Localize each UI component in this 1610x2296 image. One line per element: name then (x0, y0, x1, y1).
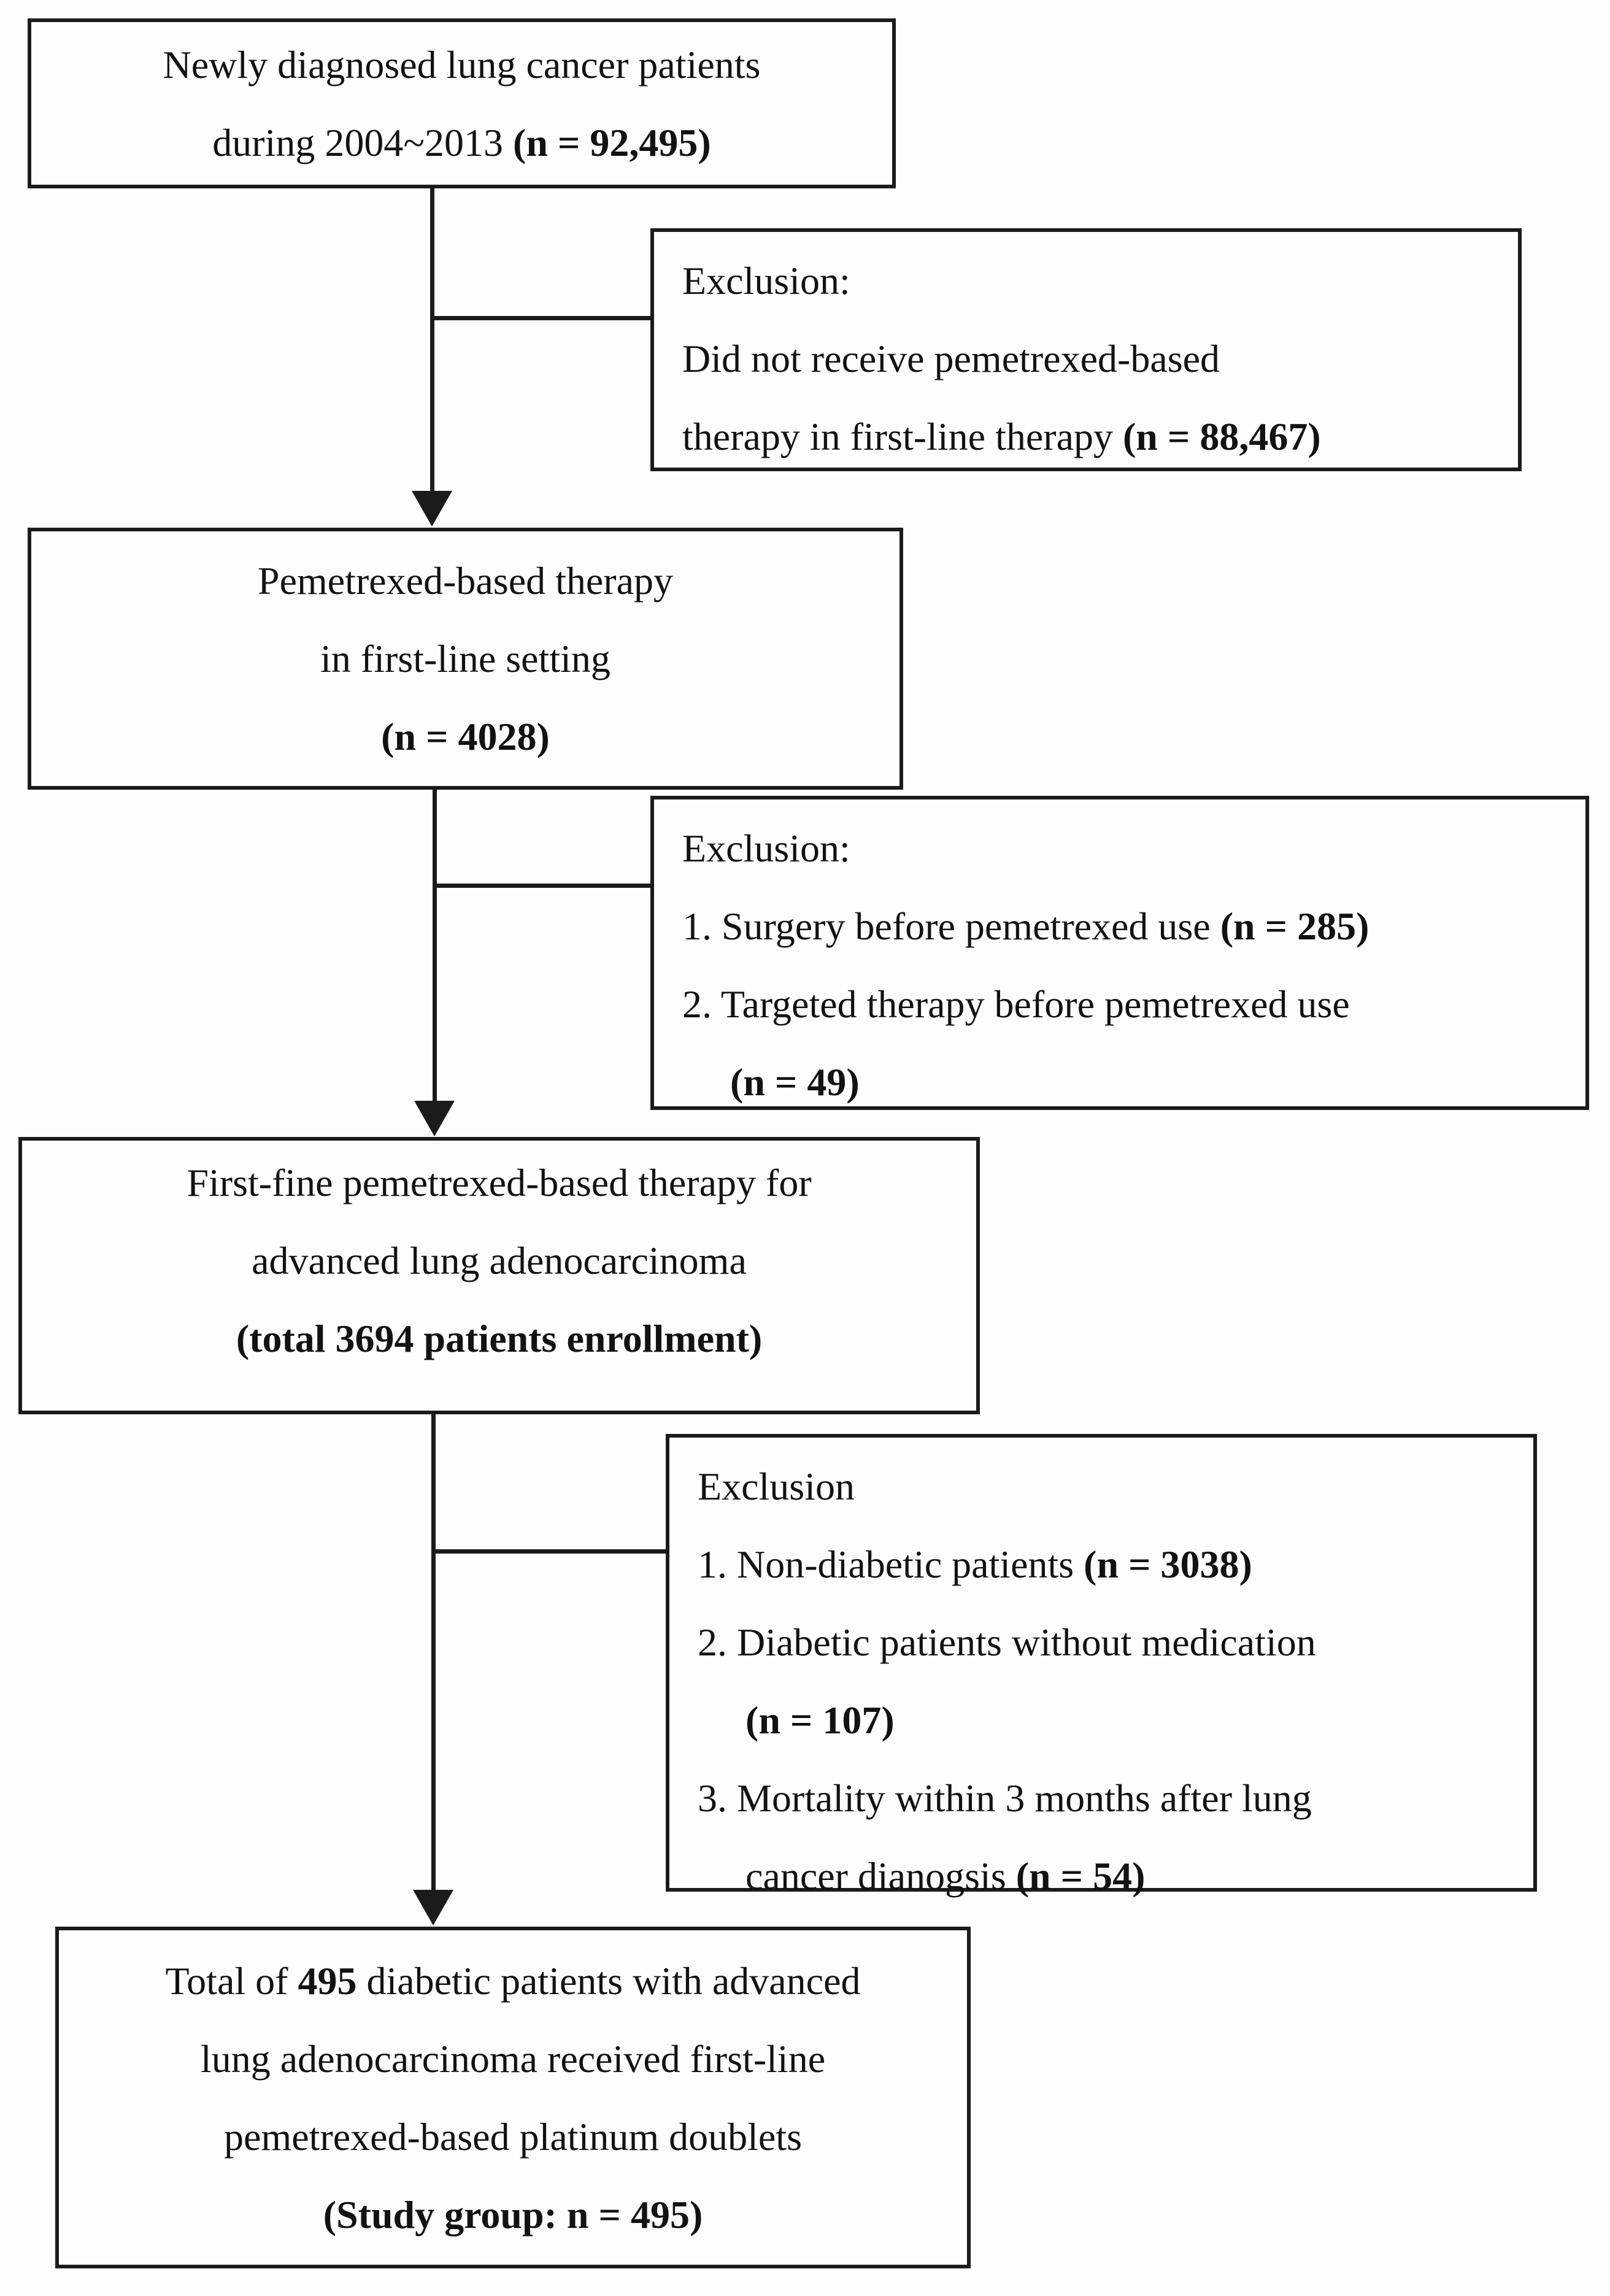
text-line (22, 1144, 976, 1222)
box4-line1: Total of (165, 1959, 298, 2003)
exclusion3-title: Exclusion (698, 1465, 855, 1508)
text-line (31, 542, 899, 620)
box1-line2-count: (n = 92,495) (513, 120, 711, 164)
study-group-box (55, 1927, 971, 2268)
text-line (698, 1447, 1511, 1525)
box2-line2: in first-line setting (320, 637, 610, 680)
text-line (682, 242, 1496, 320)
box2-line1: Pemetrexed-based therapy (257, 559, 674, 603)
text-line (22, 1300, 976, 1377)
box4-line3: pemetrexed-based platinum doublets (224, 2114, 802, 2159)
connector-horizontal-3 (434, 1549, 671, 1554)
pemetrexed-therapy-box (28, 528, 903, 790)
exclusion2-item1-count: (n = 285) (1220, 904, 1369, 948)
exclusion3-item3-count: (n = 54) (1015, 1854, 1146, 1898)
text-line (682, 887, 1563, 965)
text-line (698, 1759, 1511, 1837)
exclusion1-line2: Did not receive pemetrexed-based (682, 337, 1220, 380)
text-line (59, 2176, 967, 2254)
box1-line1: Newly diagnosed lung cancer patients (163, 42, 761, 87)
exclusion3-item1: 1. Non-diabetic patients (698, 1543, 1084, 1586)
exclusion3-item2: 2. Diabetic patients without medication (698, 1620, 1316, 1664)
text-line (31, 104, 892, 182)
box3-line1: First-fine pemetrexed-based therapy for (187, 1160, 812, 1204)
box4-line1-count: 495 (298, 1959, 357, 2003)
text-line (22, 1222, 976, 1300)
exclusion1-line3-count: (n = 88,467) (1122, 415, 1321, 458)
text-line (682, 320, 1496, 398)
exclusion3-item1-count: (n = 3038) (1084, 1543, 1252, 1586)
box4-study-group-count: (Study group: n = 495) (323, 2192, 703, 2236)
exclusion1-line3: therapy in first-line therapy (682, 415, 1123, 458)
exclusion-box-1 (650, 228, 1522, 471)
text-line (698, 1525, 1511, 1603)
exclusion1-title: Exclusion: (682, 259, 850, 302)
box2-count: (n = 4028) (381, 715, 550, 758)
connector-vertical-3 (431, 1414, 436, 1891)
text-line (31, 26, 892, 104)
text-line (698, 1681, 1511, 1759)
text-line (682, 809, 1563, 887)
exclusion3-item2-count: (n = 107) (745, 1698, 895, 1742)
box3-line2: advanced lung adenocarcinoma (252, 1238, 747, 1282)
exclusion2-title: Exclusion: (682, 826, 850, 870)
exclusion-box-3 (666, 1434, 1537, 1898)
text-line (682, 965, 1563, 1043)
text-line (31, 620, 899, 698)
arrow-down-icon (413, 1890, 453, 1925)
enrollment-box (18, 1137, 980, 1414)
text-line (682, 398, 1496, 476)
arrow-down-icon (412, 491, 452, 526)
exclusion3-item3: 3. Mortality within 3 months after lung (698, 1776, 1312, 1820)
text-line (682, 1043, 1563, 1121)
box4-line2: lung adenocarcinoma received first-line (200, 2036, 826, 2081)
connector-vertical-1 (430, 188, 434, 495)
text-line (31, 698, 899, 776)
start-population-box (28, 18, 896, 188)
exclusion3-item3-continued: cancer dianogsis (745, 1854, 1016, 1898)
text-line (59, 1942, 967, 2020)
box3-count: (total 3694 patients enrollment) (236, 1316, 763, 1360)
connector-horizontal-1 (433, 316, 652, 320)
text-line (59, 2020, 967, 2098)
exclusion2-item1: 1. Surgery before pemetrexed use (682, 904, 1220, 948)
arrow-down-icon (414, 1101, 455, 1136)
text-line (59, 2098, 967, 2176)
connector-horizontal-2 (435, 884, 660, 888)
box1-line2: during 2004~2013 (212, 120, 514, 164)
exclusion-box-2 (650, 796, 1589, 1110)
text-line (698, 1603, 1511, 1681)
exclusion2-item2-count: (n = 49) (730, 1060, 860, 1104)
connector-vertical-2 (433, 790, 437, 1101)
exclusion2-item2: 2. Targeted therapy before pemetrexed use (682, 982, 1350, 1026)
box4-line1-rest: diabetic patients with advanced (356, 1959, 861, 2003)
text-line (698, 1837, 1511, 1915)
